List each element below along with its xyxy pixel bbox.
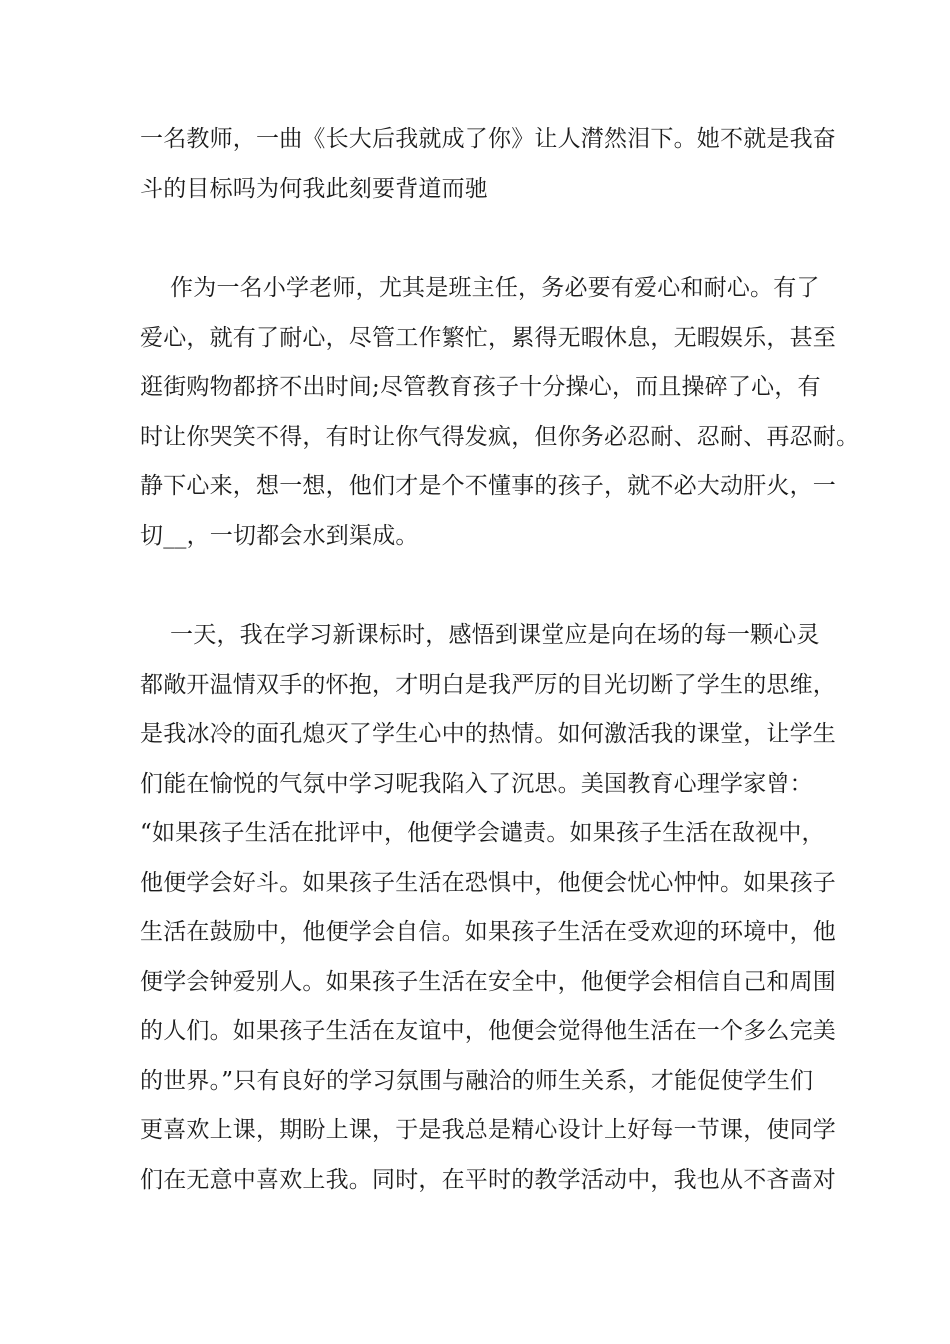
paragraph-3-line-4: 们能在愉悦的气氛中学习呢我陷入了沉思。美国教育心理学家曾： <box>140 771 813 797</box>
paragraph-3-line-2: 都敞开温情双手的怀抱，才明白是我严厉的目光切断了学生的思维， <box>140 672 836 698</box>
paragraph-3-line-5: “如果孩子生活在批评中，他便学会谴责。如果孩子生活在敌视中， <box>140 820 825 846</box>
paragraph-2-line-4: 时让你哭笑不得，有时让你气得发疯，但你务必忍耐、忍耐、再忍耐。 <box>140 424 860 450</box>
paragraph-3-line-12: 们在无意中喜欢上我。同时，在平时的教学活动中，我也从不吝啬对 <box>140 1167 836 1193</box>
paragraph-1-line-1: 一名教师，一曲《长大后我就成了你》让人潸然泪下。她不就是我奋 <box>140 126 836 152</box>
paragraph-2-line-2: 爱心，就有了耐心，尽管工作繁忙，累得无暇休息，无暇娱乐，甚至 <box>140 325 836 351</box>
paragraph-1-line-2: 斗的目标吗为何我此刻要背道而驰 <box>140 176 488 202</box>
paragraph-3-line-10: 的世界。”只有良好的学习氛围与融洽的师生关系，才能促使学生们 <box>140 1068 814 1094</box>
paragraph-3-line-8: 便学会钟爱别人。如果孩子生活在安全中，他便学会相信自己和周围 <box>140 969 836 995</box>
paragraph-3-line-7: 生活在鼓励中，他便学会自信。如果孩子生活在受欢迎的环境中，他 <box>140 919 836 945</box>
paragraph-3-line-6: 他便学会好斗。如果孩子生活在恐惧中，他便会忧心忡忡。如果孩子 <box>140 870 836 896</box>
paragraph-2-line-5: 静下心来，想一想，他们才是个不懂事的孩子，就不必大动肝火，一 <box>140 473 836 499</box>
paragraph-2-line-3: 逛街购物都挤不出时间;尽管教育孩子十分操心，而且操碎了心，有 <box>140 374 821 400</box>
paragraph-2-line-6: 切__，一切都会水到渠成。 <box>140 523 419 549</box>
paragraph-3-line-9: 的人们。如果孩子生活在友谊中，他便会觉得他生活在一个多么完美 <box>140 1018 836 1044</box>
paragraph-3-line-11: 更喜欢上课，期盼上课，于是我总是精心设计上好每一节课，使同学 <box>140 1117 836 1143</box>
paragraph-3-line-1: 一天，我在学习新课标时，感悟到课堂应是向在场的每一颗心灵 <box>140 622 820 648</box>
paragraph-3-line-3: 是我冰冷的面孔熄灭了学生心中的热情。如何激活我的课堂，让学生 <box>140 721 836 747</box>
paragraph-2-line-1: 作为一名小学老师，尤其是班主任，务必要有爱心和耐心。有了 <box>140 275 820 301</box>
